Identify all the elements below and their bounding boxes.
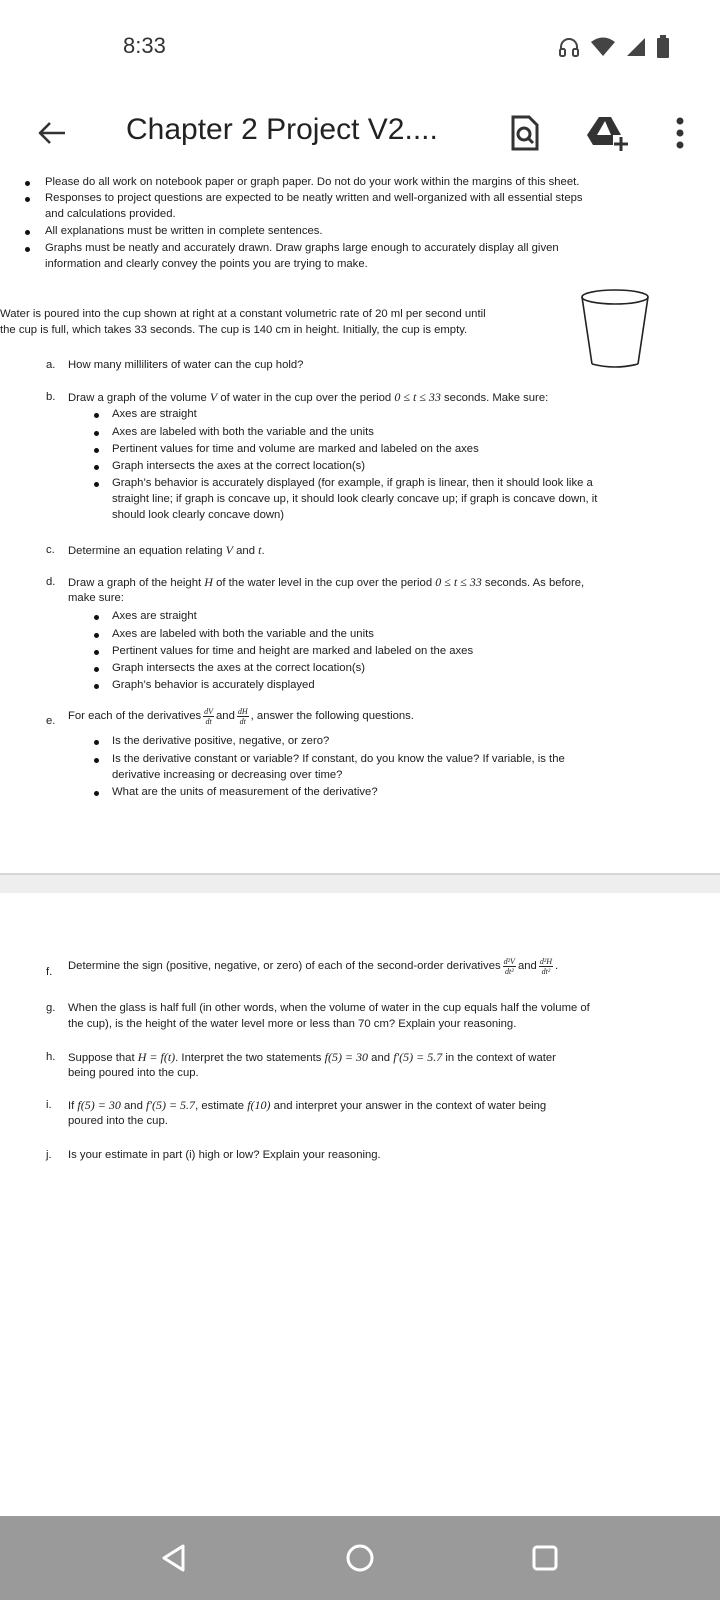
text: Determine the sign (positive, negative, or zero) of each of the second-order derivatives <box>68 960 501 973</box>
navigation-bar <box>0 1516 720 1600</box>
math: t <box>258 543 262 557</box>
more-options-button[interactable] <box>665 111 695 155</box>
triangle-back-icon <box>159 1543 189 1573</box>
bullet <box>94 791 99 796</box>
document-title: Chapter 2 Project V2.... <box>126 113 438 146</box>
circle-home-icon <box>344 1542 376 1574</box>
question-i-text <box>68 1098 546 1114</box>
status-icons <box>558 35 670 59</box>
bullet <box>94 482 99 487</box>
question-label: f. <box>46 966 53 978</box>
text: . <box>261 545 265 557</box>
question-d-text <box>68 575 584 591</box>
question-label: g. <box>46 1002 56 1014</box>
math: f′(5) = 5.7 <box>393 1050 443 1064</box>
app-bar <box>0 95 720 175</box>
document-page-1 <box>0 175 720 875</box>
instruction-line: Responses to project questions are expected to be neatly written and well-organized with all essential steps <box>45 192 583 204</box>
question-g-line: When the glass is half full (in other words, when the volume of water in the cup equals half the volume of <box>68 1002 590 1014</box>
checklist-item: straight line; if graph is concave up, it should look clearly concave up; if graph is concave down, it <box>112 493 598 505</box>
text: seconds. As before, <box>481 577 585 589</box>
search-document-icon <box>503 113 543 153</box>
add-to-drive-icon <box>585 111 629 155</box>
question-label: c. <box>46 544 55 556</box>
denominator: dt <box>205 717 212 726</box>
wifi-icon <box>590 36 616 58</box>
instruction-line: Graphs must be neatly and accurately drawn. Draw graphs large enough to accurately display all given <box>45 242 559 254</box>
checklist-item: Graph intersects the axes at the correct location(s) <box>112 460 366 472</box>
math: 0 ≤ t ≤ 33 <box>394 390 441 404</box>
numerator: d²H <box>539 957 552 966</box>
question-i-line2: poured into the cup. <box>68 1115 168 1127</box>
text: For each of the derivatives <box>68 710 202 723</box>
math: H = f(t) <box>137 1050 176 1064</box>
text: Draw a graph of the volume <box>68 392 210 404</box>
status-bar <box>0 0 720 95</box>
document-page-2 <box>0 893 720 1515</box>
math: V <box>209 390 218 404</box>
instruction-line: information and clearly convey the points you are trying to make. <box>45 258 368 270</box>
question-label: j. <box>46 1149 52 1161</box>
math: f(5) = 30 <box>324 1050 369 1064</box>
nav-back-button[interactable] <box>152 1536 196 1580</box>
question-j-text: Is your estimate in part (i) high or low? Explain your reasoning. <box>68 1149 381 1161</box>
page-separator <box>0 875 720 893</box>
checklist-item: Pertinent values for time and volume are marked and labeled on the axes <box>112 443 479 455</box>
checklist-item: Graph’s behavior is accurately displayed <box>112 679 315 691</box>
checklist-item: should look clearly concave down) <box>112 509 285 521</box>
text: and interpret your answer in the context of water being <box>270 1100 547 1112</box>
add-to-drive-button[interactable] <box>585 111 629 155</box>
fraction <box>203 707 214 726</box>
text: . <box>555 960 559 973</box>
math: H <box>204 575 213 589</box>
intro-line: Water is poured into the cup shown at right at a constant volumetric rate of 20 ml per second until <box>0 308 486 320</box>
denominator: dt² <box>504 967 514 976</box>
nav-home-button[interactable] <box>338 1536 382 1580</box>
question-h-text <box>68 1050 556 1066</box>
bullet <box>25 197 30 202</box>
question-h-line2: being poured into the cup. <box>68 1067 199 1079</box>
checklist-item: Graph intersects the axes at the correct location(s) <box>112 662 366 674</box>
text: Draw a graph of the height <box>68 577 205 589</box>
fraction <box>539 957 553 976</box>
bullet <box>94 633 99 638</box>
bullet <box>25 230 30 235</box>
question-label: d. <box>46 576 56 588</box>
text: , estimate <box>195 1100 248 1112</box>
text: and <box>216 710 235 723</box>
checklist-item: Axes are straight <box>112 408 197 420</box>
checklist-item: What are the units of measurement of the derivative? <box>112 786 378 798</box>
checklist-item: derivative increasing or decreasing over time? <box>112 769 343 781</box>
question-d-line2: make sure: <box>68 592 124 604</box>
question-a-text: How many milliliters of water can the cup hold? <box>68 359 304 371</box>
more-vertical-icon <box>665 111 695 155</box>
bullet <box>94 431 99 436</box>
text: and <box>517 960 537 973</box>
checklist-item: Is the derivative constant or variable? If constant, do you know the value? If variable, is the <box>112 753 565 765</box>
denominator: dt <box>239 717 246 726</box>
text: Determine an equation relating <box>68 545 226 557</box>
math: 0 ≤ t ≤ 33 <box>435 575 482 589</box>
question-b-text <box>68 390 548 406</box>
checklist-item: Axes are labeled with both the variable and the units <box>112 426 374 438</box>
text: , answer the following questions. <box>250 710 414 723</box>
bullet <box>94 758 99 763</box>
text: of the water level in the cup over the period <box>212 577 436 589</box>
text: and <box>232 545 259 557</box>
battery-icon <box>656 35 670 59</box>
question-label: h. <box>46 1051 56 1063</box>
arrow-left-icon <box>37 121 67 145</box>
bullet <box>25 247 30 252</box>
question-label: a. <box>46 359 56 371</box>
nav-recents-button[interactable] <box>523 1536 567 1580</box>
math: V <box>225 543 233 557</box>
denominator: dt² <box>541 967 551 976</box>
bullet <box>94 413 99 418</box>
text: and <box>368 1052 394 1064</box>
math: f′(5) = 5.7 <box>146 1098 196 1112</box>
question-label: e. <box>46 715 56 727</box>
headset-icon <box>558 36 580 58</box>
numerator: dV <box>204 707 214 716</box>
fraction <box>503 957 516 976</box>
checklist-item: Graph’s behavior is accurately displayed (for example, if graph is linear, then it should look like a <box>112 477 593 489</box>
checklist-item: Axes are straight <box>112 610 197 622</box>
bullet <box>94 615 99 620</box>
square-recents-icon <box>530 1543 560 1573</box>
text: If <box>68 1100 78 1112</box>
question-c-text <box>68 543 265 559</box>
instruction-line: Please do all work on notebook paper or graph paper. Do not do your work within the margins of this sheet. <box>45 176 580 188</box>
question-e-text <box>68 707 414 726</box>
intro-line: the cup is full, which takes 33 seconds. The cup is 140 cm in height. Initially, the cup is empty. <box>0 324 468 336</box>
bullet <box>94 448 99 453</box>
bullet <box>94 650 99 655</box>
math: f(10) <box>247 1098 271 1112</box>
cup-illustration <box>580 288 650 370</box>
back-button[interactable] <box>30 111 74 155</box>
bullet <box>94 684 99 689</box>
instruction-line: and calculations provided. <box>45 208 176 220</box>
text: Suppose that <box>68 1052 138 1064</box>
question-label: b. <box>46 391 56 403</box>
checklist-item: Axes are labeled with both the variable and the units <box>112 628 374 640</box>
text: seconds. Make sure: <box>440 392 549 404</box>
instruction-line: All explanations must be written in complete sentences. <box>45 225 323 237</box>
search-document-button[interactable] <box>503 113 543 153</box>
question-label: i. <box>46 1099 52 1111</box>
status-time: 8:33 <box>123 33 166 58</box>
numerator: d²V <box>503 957 515 966</box>
signal-icon <box>626 36 646 58</box>
fraction <box>237 707 249 726</box>
text: . Interpret the two statements <box>175 1052 325 1064</box>
checklist-item: Pertinent values for time and height are marked and labeled on the axes <box>112 645 474 657</box>
checklist-item: Is the derivative positive, negative, or zero? <box>112 735 330 747</box>
bullet <box>94 740 99 745</box>
bullet <box>94 667 99 672</box>
question-g-line: the cup), is the height of the water level more or less than 70 cm? Explain your reasoning. <box>68 1018 517 1030</box>
math: f(5) = 30 <box>77 1098 121 1112</box>
bullet <box>94 465 99 470</box>
bullet <box>25 181 30 186</box>
text: in the context of water <box>442 1052 556 1064</box>
text: and <box>120 1100 146 1112</box>
numerator: dH <box>237 707 248 716</box>
question-f-text <box>68 957 558 976</box>
text: of water in the cup over the period <box>217 392 395 404</box>
